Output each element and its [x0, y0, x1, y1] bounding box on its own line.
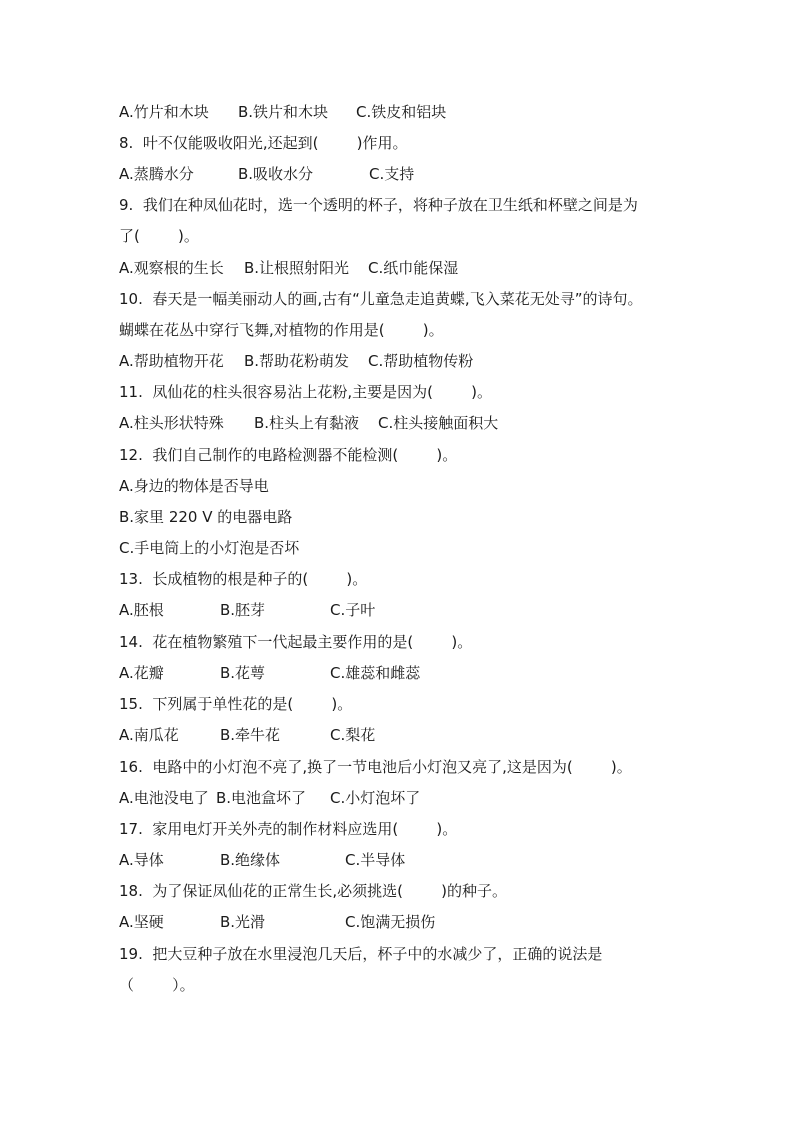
q10-stem-line2: 蝴蝶在花丛中穿行飞舞,对植物的作用是( )。 [119, 321, 444, 339]
q9-option-c: C.纸巾能保湿 [368, 259, 459, 277]
q11-stem: 11. 凤仙花的柱头很容易沾上花粉,主要是因为( )。 [119, 383, 493, 401]
q14-option-a: A.花瓣 [119, 664, 164, 682]
q9-option-a: A.观察根的生长 [119, 259, 224, 277]
q14-option-b: B.花萼 [220, 664, 266, 682]
q12-stem: 12. 我们自己制作的电路检测器不能检测( )。 [119, 446, 458, 464]
q9-stem-line2: 了( )。 [119, 227, 199, 245]
q16-option-b: B.电池盒坏了 [216, 789, 307, 807]
q15-stem: 15. 下列属于单性花的是( )。 [119, 695, 353, 713]
q10-stem-line1: 10. 春天是一幅美丽动人的画,古有“儿童急走追黄蝶,飞入菜花无处寻”的诗句。 [119, 290, 643, 308]
q14-stem: 14. 花在植物繁殖下一代起最主要作用的是( )。 [119, 633, 473, 651]
q10-option-b: B.帮助花粉萌发 [244, 352, 350, 370]
q14-option-c: C.雄蕊和雌蕊 [330, 664, 421, 682]
q18-option-a: A.坚硬 [119, 913, 164, 931]
q16-option-c: C.小灯泡坏了 [330, 789, 421, 807]
q9-stem-line1: 9. 我们在种凤仙花时，选一个透明的杯子，将种子放在卫生纸和杯壁之间是为 [119, 196, 638, 214]
q12-option-a: A.身边的物体是否导电 [119, 477, 269, 495]
q16-stem: 16. 电路中的小灯泡不亮了,换了一节电池后小灯泡又亮了,这是因为( )。 [119, 758, 632, 776]
q11-option-a: A.柱头形状特殊 [119, 414, 224, 432]
q18-option-b: B.光滑 [220, 913, 266, 931]
q11-option-c: C.柱头接触面积大 [378, 414, 499, 432]
q10-option-a: A.帮助植物开花 [119, 352, 224, 370]
q18-stem: 18. 为了保证凤仙花的正常生长,必须挑选( )的种子。 [119, 882, 508, 900]
q19-stem-line1: 19. 把大豆种子放在水里浸泡几天后，杯子中的水减少了，正确的说法是 [119, 945, 603, 963]
q9-option-b: B.让根照射阳光 [244, 259, 350, 277]
q17-option-c: C.半导体 [345, 851, 406, 869]
q11-option-b: B.柱头上有黏液 [254, 414, 360, 432]
q7-option-c: C.铁皮和铝块 [356, 103, 447, 121]
q8-option-b: B.吸收水分 [238, 165, 314, 183]
q19-stem-line2: （ ）。 [119, 976, 195, 994]
q18-option-c: C.饱满无损伤 [345, 913, 436, 931]
q17-option-a: A.导体 [119, 851, 164, 869]
q13-option-c: C.子叶 [330, 601, 376, 619]
q17-stem: 17. 家用电灯开关外壳的制作材料应选用( )。 [119, 820, 458, 838]
q8-option-a: A.蒸腾水分 [119, 165, 194, 183]
q10-option-c: C.帮助植物传粉 [368, 352, 474, 370]
q17-option-b: B.绝缘体 [220, 851, 281, 869]
q7-option-b: B.铁片和木块 [238, 103, 329, 121]
q15-option-c: C.梨花 [330, 726, 376, 744]
q8-stem: 8. 叶不仅能吸收阳光,还起到( )作用。 [119, 134, 408, 152]
q15-option-b: B.牵牛花 [220, 726, 281, 744]
q7-option-a: A.竹片和木块 [119, 103, 209, 121]
q12-option-b: B.家里 220 V 的电器电路 [119, 508, 293, 526]
q16-option-a: A.电池没电了 [119, 789, 209, 807]
q13-option-a: A.胚根 [119, 601, 164, 619]
q13-option-b: B.胚芽 [220, 601, 266, 619]
q12-option-c: C.手电筒上的小灯泡是否坏 [119, 539, 300, 557]
q8-option-c: C.支持 [369, 165, 415, 183]
q15-option-a: A.南瓜花 [119, 726, 179, 744]
q13-stem: 13. 长成植物的根是种子的( )。 [119, 570, 368, 588]
